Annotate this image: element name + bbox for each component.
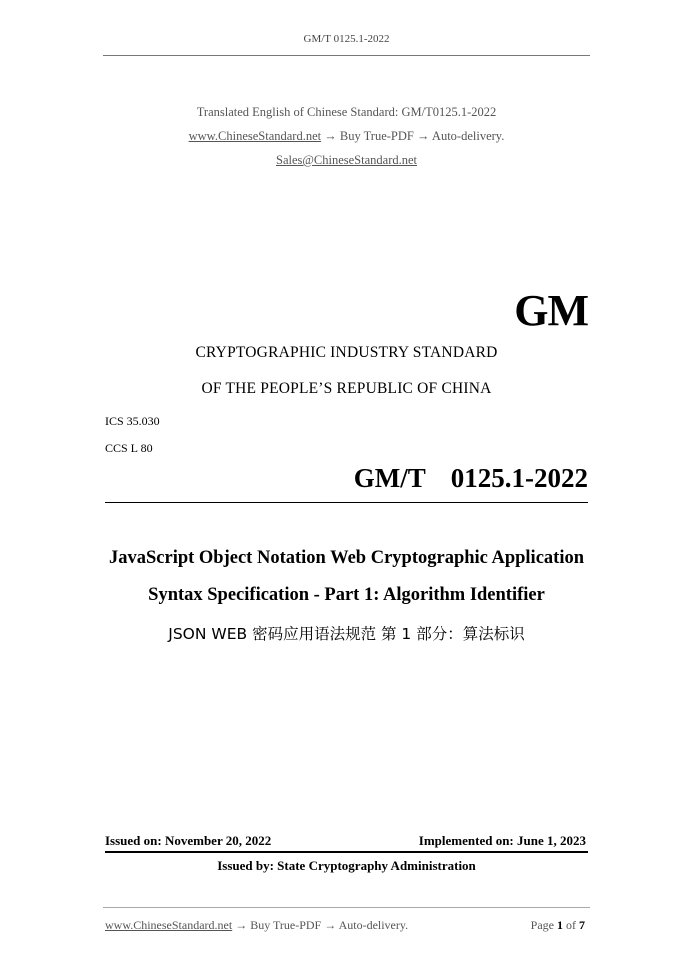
org-line-2: OF THE PEOPLE’S REPUBLIC OF CHINA [201, 380, 492, 397]
footer-rule [103, 907, 590, 908]
purchase-promo: → Buy True-PDF → Auto-delivery. [321, 129, 505, 143]
of-word: of [566, 918, 576, 932]
page-word: Page [530, 918, 554, 932]
ics-code: ICS 35.030 [105, 414, 160, 428]
running-header: GM/T 0125.1-2022 [303, 33, 390, 45]
standard-number-rule [105, 502, 588, 503]
page-total: 7 [579, 918, 585, 932]
footer-promo: → Buy True-PDF → Auto-delivery. [232, 918, 409, 932]
footer-site-link[interactable]: www.ChineseStandard.net [105, 918, 233, 932]
issued-on-date: Issued on: November 20, 2022 [105, 833, 272, 848]
series-mark: GM [514, 286, 588, 335]
org-line-1: CRYPTOGRAPHIC INDUSTRY STANDARD [195, 344, 498, 361]
ccs-code: CCS L 80 [105, 441, 153, 455]
page-current: 1 [557, 918, 563, 932]
sales-email-link[interactable]: Sales@ChineseStandard.net [276, 153, 417, 167]
title-en-line-1: JavaScript Object Notation Web Cryptographic Application [108, 548, 584, 568]
footer-links [105, 918, 408, 933]
email-line [0, 153, 693, 168]
page-indicator [531, 918, 585, 933]
header-rule [103, 55, 590, 56]
translation-notice: Translated English of Chinese Standard: GM/T0125.1-2022 [196, 105, 497, 119]
title-cn: JSON WEB 密码应用语法规范 第 1 部分：算法标识 [168, 625, 525, 643]
standard-number: GM/T 0125.1-2022 [353, 463, 588, 493]
site-link[interactable]: www.ChineseStandard.net [188, 129, 322, 143]
title-en-line-2: Syntax Specification - Part 1: Algorithm Identifier [148, 585, 545, 605]
issuing-authority: Issued by: State Cryptography Administration [217, 858, 476, 873]
dates-rule [105, 851, 588, 853]
implemented-on-date: Implemented on: June 1, 2023 [418, 833, 586, 848]
purchase-line [0, 129, 693, 144]
